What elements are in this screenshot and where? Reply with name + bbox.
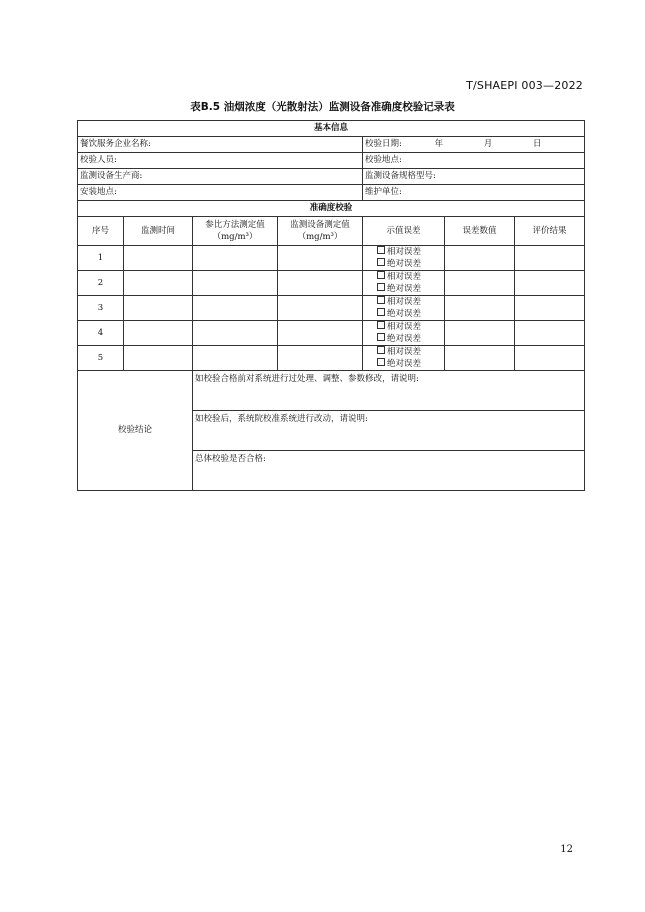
install-location-label: 安装地点: [78,185,363,201]
page-number: 12 [560,844,573,855]
ref-value-cell[interactable] [193,346,278,371]
error-value-cell[interactable] [445,246,515,271]
ref-value-cell[interactable] [193,321,278,346]
row-seq: 2 [78,271,124,296]
device-value-cell[interactable] [278,321,363,346]
absolute-error-checkbox[interactable] [377,333,385,341]
conclusion-row-1 [78,371,585,411]
ref-value-cell[interactable] [193,246,278,271]
model-label: 监测设备规格型号: [363,169,585,185]
error-value-cell[interactable] [445,271,515,296]
day-label: 日 [533,139,542,149]
relative-error-checkbox[interactable] [377,346,385,354]
row-seq: 5 [78,346,124,371]
check-date-label: 校验日期: [365,139,402,149]
header-time: 监测时间 [124,217,193,246]
error-value-cell[interactable] [445,321,515,346]
result-cell[interactable] [515,246,585,271]
relative-error-label: 相对误差 [387,347,422,357]
relative-error-label: 相对误差 [387,272,422,282]
relative-error-label: 相对误差 [387,322,422,332]
ref-value-cell[interactable] [193,271,278,296]
enterprise-name-label: 餐饮服务企业名称: [78,137,363,153]
conclusion-item-adjustment[interactable]: 如校验合格前对系统进行过处理、调整、参数修改，请说明: [193,371,585,411]
table-row [78,271,585,296]
header-ref-unit: （mg/m³） [212,232,258,242]
basic-info-section-title: 基本信息 [78,121,585,137]
result-cell[interactable] [515,346,585,371]
document-code: T/SHAEPI 003—2022 [466,79,583,92]
relative-error-checkbox[interactable] [377,321,385,329]
maintenance-unit-label: 维护单位: [363,185,585,201]
header-result: 评价结果 [515,217,585,246]
relative-error-checkbox[interactable] [377,296,385,304]
error-type-options [363,246,445,271]
header-device-value [278,217,363,246]
accuracy-header-row [78,217,585,246]
result-cell[interactable] [515,321,585,346]
table-row [78,296,585,321]
conclusion-label: 校验结论 [78,371,193,491]
absolute-error-label: 绝对误差 [387,359,422,369]
absolute-error-label: 绝对误差 [387,259,422,269]
conclusion-item-changes[interactable]: 如校验后，系统院校准系统进行改动，请说明: [193,411,585,451]
conclusion-item-overall[interactable]: 总体校验是否合格: [193,451,585,491]
absolute-error-label: 绝对误差 [387,309,422,319]
check-location-label: 校验地点: [363,153,585,169]
result-cell[interactable] [515,271,585,296]
header-ref-value [193,217,278,246]
device-value-cell[interactable] [278,271,363,296]
checker-label: 校验人员: [78,153,363,169]
absolute-error-checkbox[interactable] [377,308,385,316]
accuracy-section-title: 准确度校验 [78,201,585,217]
absolute-error-label: 绝对误差 [387,334,422,344]
device-value-cell[interactable] [278,296,363,321]
manufacturer-label: 监测设备生产商: [78,169,363,185]
table-row [78,246,585,271]
header-device-unit: （mg/m³） [297,232,343,242]
header-error-type: 示值误差 [363,217,445,246]
monitor-time-cell[interactable] [124,321,193,346]
monitor-time-cell[interactable] [124,346,193,371]
relative-error-label: 相对误差 [387,247,422,257]
absolute-error-checkbox[interactable] [377,283,385,291]
row-seq: 1 [78,246,124,271]
header-seq: 序号 [78,217,124,246]
absolute-error-checkbox[interactable] [377,258,385,266]
monitor-time-cell[interactable] [124,271,193,296]
result-cell[interactable] [515,296,585,321]
table-title: 表B.5 油烟浓度（光散射法）监测设备准确度校验记录表 [190,101,455,113]
header-ref-value-label: 参比方法测定值 [205,220,265,230]
row-seq: 4 [78,321,124,346]
device-value-cell[interactable] [278,346,363,371]
ref-value-cell[interactable] [193,296,278,321]
row-seq: 3 [78,296,124,321]
monitor-time-cell[interactable] [124,246,193,271]
table-row [78,321,585,346]
error-value-cell[interactable] [445,346,515,371]
error-type-options [363,271,445,296]
error-type-options [363,346,445,371]
error-type-options [363,296,445,321]
month-label: 月 [483,139,493,149]
error-value-cell[interactable] [445,296,515,321]
year-label: 年 [434,139,444,149]
monitor-time-cell[interactable] [124,296,193,321]
absolute-error-checkbox[interactable] [377,358,385,366]
record-table [77,120,585,491]
header-error-value: 误差数值 [445,217,515,246]
table-row [78,346,585,371]
header-device-value-label: 监测设备测定值 [290,220,350,230]
device-value-cell[interactable] [278,246,363,271]
relative-error-checkbox[interactable] [377,271,385,279]
absolute-error-label: 绝对误差 [387,284,422,294]
error-type-options [363,321,445,346]
relative-error-checkbox[interactable] [377,246,385,254]
relative-error-label: 相对误差 [387,297,422,307]
check-date-cell [363,137,585,153]
